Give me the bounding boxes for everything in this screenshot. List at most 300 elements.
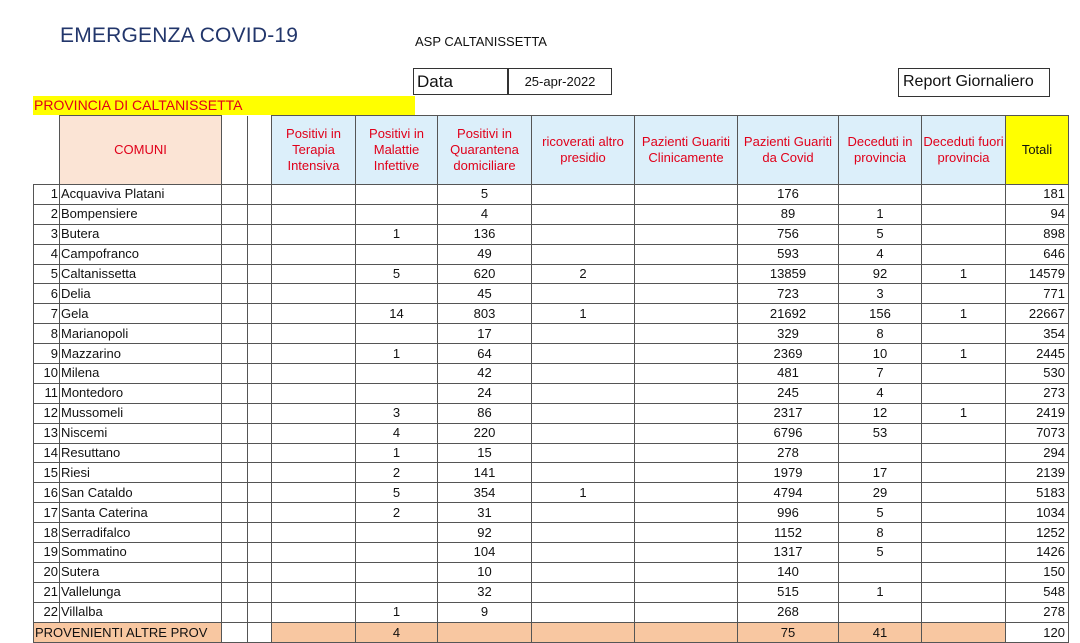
deceduti-prov-cell: 12 <box>839 403 922 423</box>
footer-guariti-covid: 75 <box>738 622 839 642</box>
deceduti-prov-cell <box>839 562 922 582</box>
deceduti-fuori-cell <box>922 582 1006 602</box>
malattie-cell: 4 <box>356 423 438 443</box>
gap-cell <box>222 324 248 344</box>
table-row <box>34 304 1069 324</box>
table-row <box>34 582 1069 602</box>
guariti-clin-cell <box>635 483 738 503</box>
gap-cell <box>222 284 248 304</box>
guariti-covid-cell: 176 <box>738 185 839 205</box>
terapia-cell <box>272 324 356 344</box>
ricoverati-cell <box>532 284 635 304</box>
gap-cell <box>248 602 272 622</box>
gap-cell <box>248 383 272 403</box>
gap-cell <box>248 443 272 463</box>
guariti-covid-cell: 278 <box>738 443 839 463</box>
deceduti-fuori-cell <box>922 463 1006 483</box>
ricoverati-cell: 2 <box>532 264 635 284</box>
totali-cell: 548 <box>1006 582 1069 602</box>
quarantena-cell: 86 <box>438 403 532 423</box>
gap-cell <box>248 304 272 324</box>
terapia-cell <box>272 503 356 523</box>
malattie-cell <box>356 324 438 344</box>
guariti-clin-cell <box>635 264 738 284</box>
row-number: 4 <box>34 244 60 264</box>
comune-name: Resuttano <box>60 443 222 463</box>
comune-name: Riesi <box>60 463 222 483</box>
quarantena-cell: 17 <box>438 324 532 344</box>
terapia-cell <box>272 523 356 543</box>
row-number: 11 <box>34 383 60 403</box>
quarantena-cell: 42 <box>438 364 532 384</box>
header-deceduti-provincia: Deceduti in provincia <box>839 116 922 185</box>
header-totali: Totali <box>1006 116 1069 185</box>
table-row <box>34 523 1069 543</box>
gap-cell <box>222 364 248 384</box>
comune-name: Mazzarino <box>60 344 222 364</box>
guariti-clin-cell <box>635 602 738 622</box>
guariti-clin-cell <box>635 523 738 543</box>
quarantena-cell: 5 <box>438 185 532 205</box>
malattie-cell <box>356 204 438 224</box>
table-row <box>34 383 1069 403</box>
guariti-covid-cell: 1317 <box>738 543 839 563</box>
quarantena-cell: 49 <box>438 244 532 264</box>
row-number: 3 <box>34 224 60 244</box>
deceduti-fuori-cell <box>922 324 1006 344</box>
guariti-clin-cell <box>635 543 738 563</box>
footer-quarantena <box>438 622 532 642</box>
gap-cell <box>248 284 272 304</box>
quarantena-cell: 92 <box>438 523 532 543</box>
malattie-cell: 1 <box>356 602 438 622</box>
row-number: 8 <box>34 324 60 344</box>
header-gap-cell <box>248 116 272 185</box>
totali-cell: 181 <box>1006 185 1069 205</box>
comune-name: Marianopoli <box>60 324 222 344</box>
table-body <box>34 185 1069 623</box>
row-number: 20 <box>34 562 60 582</box>
guariti-covid-cell: 2317 <box>738 403 839 423</box>
malattie-cell: 14 <box>356 304 438 324</box>
guariti-covid-cell: 756 <box>738 224 839 244</box>
guariti-covid-cell: 593 <box>738 244 839 264</box>
gap-cell <box>222 543 248 563</box>
totali-cell: 22667 <box>1006 304 1069 324</box>
gap-cell <box>248 463 272 483</box>
gap-cell <box>248 543 272 563</box>
deceduti-fuori-cell <box>922 543 1006 563</box>
covid-data-table <box>33 115 1069 643</box>
row-number: 7 <box>34 304 60 324</box>
row-number: 14 <box>34 443 60 463</box>
table-footer <box>34 622 1069 642</box>
terapia-cell <box>272 244 356 264</box>
terapia-cell <box>272 483 356 503</box>
guariti-covid-cell: 21692 <box>738 304 839 324</box>
malattie-cell: 1 <box>356 443 438 463</box>
guariti-covid-cell: 4794 <box>738 483 839 503</box>
malattie-cell: 3 <box>356 403 438 423</box>
quarantena-cell: 32 <box>438 582 532 602</box>
deceduti-prov-cell <box>839 443 922 463</box>
quarantena-cell: 24 <box>438 383 532 403</box>
gap-cell <box>222 423 248 443</box>
row-number: 10 <box>34 364 60 384</box>
totali-cell: 294 <box>1006 443 1069 463</box>
ricoverati-cell <box>532 443 635 463</box>
guariti-covid-cell: 268 <box>738 602 839 622</box>
footer-ricoverati <box>532 622 635 642</box>
table-row <box>34 244 1069 264</box>
gap-cell <box>222 602 248 622</box>
terapia-cell <box>272 304 356 324</box>
gap-cell <box>248 324 272 344</box>
totali-cell: 278 <box>1006 602 1069 622</box>
terapia-cell <box>272 185 356 205</box>
table-row <box>34 204 1069 224</box>
malattie-cell: 5 <box>356 483 438 503</box>
terapia-cell <box>272 364 356 384</box>
deceduti-prov-cell: 4 <box>839 383 922 403</box>
comune-name: Sutera <box>60 562 222 582</box>
quarantena-cell: 10 <box>438 562 532 582</box>
table-row <box>34 443 1069 463</box>
ricoverati-cell <box>532 224 635 244</box>
deceduti-fuori-cell: 1 <box>922 264 1006 284</box>
terapia-cell <box>272 423 356 443</box>
malattie-cell: 5 <box>356 264 438 284</box>
malattie-cell <box>356 244 438 264</box>
guariti-clin-cell <box>635 503 738 523</box>
deceduti-prov-cell: 4 <box>839 244 922 264</box>
totali-cell: 94 <box>1006 204 1069 224</box>
deceduti-fuori-cell <box>922 423 1006 443</box>
header-ricoverati: ricoverati altro presidio <box>532 116 635 185</box>
ricoverati-cell <box>532 204 635 224</box>
gap-cell <box>248 562 272 582</box>
quarantena-cell: 220 <box>438 423 532 443</box>
table-row <box>34 185 1069 205</box>
malattie-cell <box>356 364 438 384</box>
guariti-covid-cell: 2369 <box>738 344 839 364</box>
footer-gap-cell <box>248 622 272 642</box>
ricoverati-cell <box>532 185 635 205</box>
ricoverati-cell <box>532 602 635 622</box>
totali-cell: 354 <box>1006 324 1069 344</box>
guariti-covid-cell: 723 <box>738 284 839 304</box>
asp-label: ASP CALTANISSETTA <box>415 34 547 49</box>
row-number: 17 <box>34 503 60 523</box>
comune-name: Montedoro <box>60 383 222 403</box>
deceduti-fuori-cell <box>922 562 1006 582</box>
deceduti-fuori-cell: 1 <box>922 304 1006 324</box>
comune-name: Acquaviva Platani <box>60 185 222 205</box>
guariti-covid-cell: 996 <box>738 503 839 523</box>
deceduti-fuori-cell: 1 <box>922 403 1006 423</box>
report-type-label: Report Giornaliero <box>898 68 1050 97</box>
gap-cell <box>222 304 248 324</box>
ricoverati-cell <box>532 244 635 264</box>
deceduti-fuori-cell <box>922 383 1006 403</box>
gap-cell <box>248 403 272 423</box>
comune-name: Vallelunga <box>60 582 222 602</box>
ricoverati-cell <box>532 344 635 364</box>
gap-cell <box>222 204 248 224</box>
terapia-cell <box>272 562 356 582</box>
gap-cell <box>248 244 272 264</box>
ricoverati-cell <box>532 403 635 423</box>
totali-cell: 2139 <box>1006 463 1069 483</box>
row-number: 19 <box>34 543 60 563</box>
totali-cell: 2419 <box>1006 403 1069 423</box>
table-row <box>34 562 1069 582</box>
gap-cell <box>222 344 248 364</box>
ricoverati-cell <box>532 523 635 543</box>
footer-terapia <box>272 622 356 642</box>
header-guariti-covid: Pazienti Guariti da Covid <box>738 116 839 185</box>
guariti-clin-cell <box>635 463 738 483</box>
gap-cell <box>248 483 272 503</box>
header-gap-cell <box>222 116 248 185</box>
terapia-cell <box>272 463 356 483</box>
guariti-clin-cell <box>635 582 738 602</box>
quarantena-cell: 31 <box>438 503 532 523</box>
table-row <box>34 503 1069 523</box>
totali-cell: 7073 <box>1006 423 1069 443</box>
table-header <box>34 116 1069 185</box>
footer-deceduti-fuori <box>922 622 1006 642</box>
malattie-cell <box>356 185 438 205</box>
guariti-clin-cell <box>635 403 738 423</box>
header-comuni: COMUNI <box>60 116 222 185</box>
totali-cell: 14579 <box>1006 264 1069 284</box>
malattie-cell <box>356 562 438 582</box>
gap-cell <box>248 224 272 244</box>
deceduti-prov-cell: 5 <box>839 224 922 244</box>
quarantena-cell: 45 <box>438 284 532 304</box>
deceduti-prov-cell: 7 <box>839 364 922 384</box>
deceduti-prov-cell: 17 <box>839 463 922 483</box>
comune-name: Santa Caterina <box>60 503 222 523</box>
quarantena-cell: 15 <box>438 443 532 463</box>
malattie-cell: 2 <box>356 463 438 483</box>
terapia-cell <box>272 344 356 364</box>
footer-deceduti-prov: 41 <box>839 622 922 642</box>
deceduti-fuori-cell <box>922 523 1006 543</box>
quarantena-cell: 136 <box>438 224 532 244</box>
totali-cell: 646 <box>1006 244 1069 264</box>
ricoverati-cell <box>532 503 635 523</box>
row-number: 15 <box>34 463 60 483</box>
gap-cell <box>248 523 272 543</box>
terapia-cell <box>272 403 356 423</box>
quarantena-cell: 4 <box>438 204 532 224</box>
totali-cell: 150 <box>1006 562 1069 582</box>
deceduti-prov-cell: 1 <box>839 582 922 602</box>
date-label: Data <box>413 68 508 95</box>
row-number: 21 <box>34 582 60 602</box>
deceduti-fuori-cell <box>922 204 1006 224</box>
terapia-cell <box>272 543 356 563</box>
totali-cell: 771 <box>1006 284 1069 304</box>
guariti-clin-cell <box>635 224 738 244</box>
deceduti-prov-cell: 3 <box>839 284 922 304</box>
comune-name: Serradifalco <box>60 523 222 543</box>
terapia-cell <box>272 224 356 244</box>
guariti-clin-cell <box>635 204 738 224</box>
totali-cell: 1034 <box>1006 503 1069 523</box>
totali-cell: 1426 <box>1006 543 1069 563</box>
ricoverati-cell <box>532 562 635 582</box>
totali-cell: 530 <box>1006 364 1069 384</box>
deceduti-prov-cell: 8 <box>839 523 922 543</box>
row-number: 16 <box>34 483 60 503</box>
comune-name: Bompensiere <box>60 204 222 224</box>
totali-cell: 1252 <box>1006 523 1069 543</box>
gap-cell <box>222 185 248 205</box>
gap-cell <box>248 204 272 224</box>
quarantena-cell: 141 <box>438 463 532 483</box>
comune-name: Caltanissetta <box>60 264 222 284</box>
deceduti-fuori-cell: 1 <box>922 344 1006 364</box>
table-row <box>34 364 1069 384</box>
ricoverati-cell <box>532 324 635 344</box>
guariti-covid-cell: 329 <box>738 324 839 344</box>
gap-cell <box>248 185 272 205</box>
ricoverati-cell <box>532 582 635 602</box>
deceduti-prov-cell: 5 <box>839 543 922 563</box>
gap-cell <box>248 364 272 384</box>
gap-cell <box>222 224 248 244</box>
footer-totali: 120 <box>1006 622 1069 642</box>
quarantena-cell: 64 <box>438 344 532 364</box>
guariti-clin-cell <box>635 562 738 582</box>
terapia-cell <box>272 602 356 622</box>
header-number-cell <box>34 116 60 185</box>
gap-cell <box>248 503 272 523</box>
header-deceduti-fuori: Deceduti fuori provincia <box>922 116 1006 185</box>
deceduti-fuori-cell <box>922 185 1006 205</box>
row-number: 13 <box>34 423 60 443</box>
guariti-clin-cell <box>635 344 738 364</box>
footer-label: PROVENIENTI ALTRE PROV <box>34 622 222 642</box>
quarantena-cell: 9 <box>438 602 532 622</box>
gap-cell <box>222 503 248 523</box>
table-row <box>34 224 1069 244</box>
footer-guariti-clin <box>635 622 738 642</box>
gap-cell <box>222 523 248 543</box>
header-malattie-infettive: Positivi in Malattie Infettive <box>356 116 438 185</box>
deceduti-prov-cell: 5 <box>839 503 922 523</box>
header-quarantena: Positivi in Quarantena domiciliare <box>438 116 532 185</box>
ricoverati-cell <box>532 463 635 483</box>
malattie-cell: 2 <box>356 503 438 523</box>
footer-malattie: 4 <box>356 622 438 642</box>
totali-cell: 273 <box>1006 383 1069 403</box>
terapia-cell <box>272 204 356 224</box>
malattie-cell <box>356 383 438 403</box>
malattie-cell <box>356 523 438 543</box>
row-number: 18 <box>34 523 60 543</box>
comune-name: Delia <box>60 284 222 304</box>
guariti-covid-cell: 515 <box>738 582 839 602</box>
table-row <box>34 543 1069 563</box>
comune-name: Villalba <box>60 602 222 622</box>
comune-name: Sommatino <box>60 543 222 563</box>
gap-cell <box>248 264 272 284</box>
row-number: 5 <box>34 264 60 284</box>
ricoverati-cell <box>532 383 635 403</box>
deceduti-fuori-cell <box>922 443 1006 463</box>
terapia-cell <box>272 383 356 403</box>
comune-name: Niscemi <box>60 423 222 443</box>
deceduti-prov-cell <box>839 602 922 622</box>
guariti-covid-cell: 89 <box>738 204 839 224</box>
guariti-clin-cell <box>635 185 738 205</box>
comune-name: San Cataldo <box>60 483 222 503</box>
gap-cell <box>248 582 272 602</box>
footer-gap-cell <box>222 622 248 642</box>
report-date: 25-apr-2022 <box>508 68 612 95</box>
deceduti-fuori-cell <box>922 602 1006 622</box>
comune-name: Mussomeli <box>60 403 222 423</box>
deceduti-prov-cell: 1 <box>839 204 922 224</box>
quarantena-cell: 354 <box>438 483 532 503</box>
deceduti-fuori-cell <box>922 244 1006 264</box>
row-number: 6 <box>34 284 60 304</box>
guariti-clin-cell <box>635 244 738 264</box>
ricoverati-cell: 1 <box>532 483 635 503</box>
malattie-cell: 1 <box>356 224 438 244</box>
guariti-clin-cell <box>635 284 738 304</box>
malattie-cell <box>356 543 438 563</box>
table-row <box>34 463 1069 483</box>
malattie-cell <box>356 284 438 304</box>
guariti-covid-cell: 13859 <box>738 264 839 284</box>
table-row <box>34 284 1069 304</box>
deceduti-prov-cell: 10 <box>839 344 922 364</box>
comune-name: Butera <box>60 224 222 244</box>
ricoverati-cell <box>532 364 635 384</box>
gap-cell <box>222 483 248 503</box>
row-number: 1 <box>34 185 60 205</box>
terapia-cell <box>272 284 356 304</box>
comune-name: Campofranco <box>60 244 222 264</box>
terapia-cell <box>272 443 356 463</box>
guariti-covid-cell: 481 <box>738 364 839 384</box>
quarantena-cell: 620 <box>438 264 532 284</box>
guariti-clin-cell <box>635 423 738 443</box>
totali-cell: 5183 <box>1006 483 1069 503</box>
gap-cell <box>222 582 248 602</box>
gap-cell <box>248 344 272 364</box>
comune-name: Milena <box>60 364 222 384</box>
guariti-covid-cell: 6796 <box>738 423 839 443</box>
gap-cell <box>222 463 248 483</box>
deceduti-fuori-cell <box>922 284 1006 304</box>
table-row <box>34 344 1069 364</box>
malattie-cell <box>356 582 438 602</box>
malattie-cell: 1 <box>356 344 438 364</box>
guariti-clin-cell <box>635 304 738 324</box>
ricoverati-cell <box>532 423 635 443</box>
terapia-cell <box>272 264 356 284</box>
row-number: 22 <box>34 602 60 622</box>
guariti-clin-cell <box>635 364 738 384</box>
deceduti-prov-cell: 8 <box>839 324 922 344</box>
totali-cell: 898 <box>1006 224 1069 244</box>
